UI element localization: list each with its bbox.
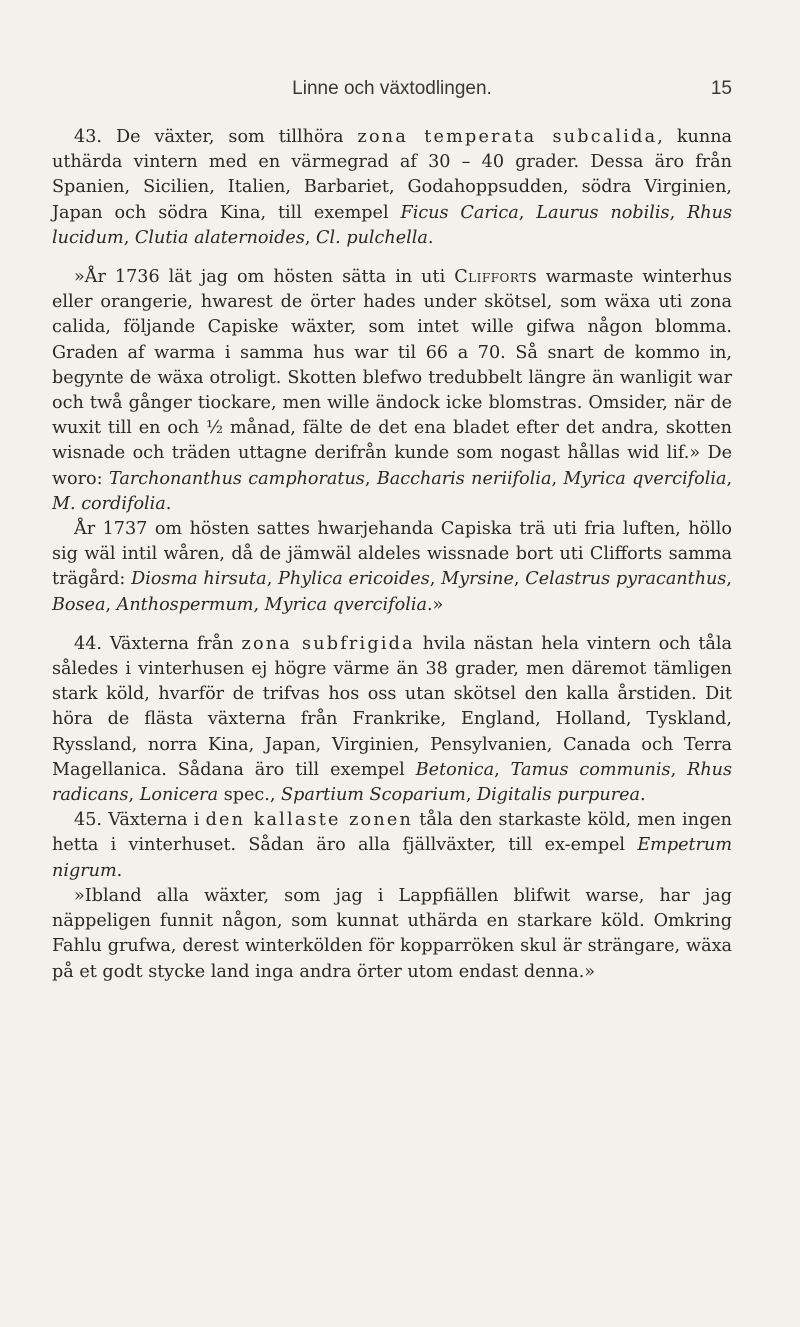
species-name: Baccharis neriifolia — [376, 468, 552, 489]
species-name: Myrsine — [441, 569, 514, 590]
zone-name: zona subfrigida — [241, 633, 415, 654]
species-name: Spartium Scoparium — [281, 785, 466, 806]
quote-1736: »År 1736 lät jag om hösten sätta in uti Clifforts warmaste winterhus eller orangerie, hwarest de örter hades under skötsel, som wäxa uti zona calida, följande Capiske wäxter, som intet wille gifwa någon blomma. Graden af warma i samma hus war til 66 a 70. Så snart de kommo in, begynte de wäxa otroligt. Skotten blefwo tredubbelt längre än wanligit war och twå gånger tiockare, men wille ändock icke blomstras. Omsider, när de wuxit till en och ½ månad, fälte de det ena bladet efter det andra, skotten wisnade och träden uttagne derifrån kunde som nogast hållas wid lif.» De woro: Tarchonanthus camphoratus, Baccharis neriifolia, Myrica qvercifolia, M. cordifolia. — [52, 267, 733, 514]
species-name: Anthospermum — [116, 594, 254, 615]
species-name: Myrica qvercifolia — [563, 468, 727, 489]
species-name: Celastrus pyracanthus — [525, 569, 727, 590]
species-name: Rhus lucidum — [52, 202, 733, 248]
species-name: Empetrum nigrum — [52, 835, 733, 881]
paragraph-number: 43. — [74, 127, 102, 147]
paragraph-number: 44. — [74, 633, 102, 654]
species-name: Clutia alaternoides — [134, 227, 305, 248]
zone-name: zona temperata subcalida — [357, 127, 658, 147]
paragraph-44: 44. Växterna från zona subfrigida hvila nästan hela vintern och tåla således i vinterhusen ej högre värme än 38 grader, men däremot tämligen stark köld, hvarför de trifvas hos oss utan skötsel den kalla årstiden. Dit höra de flästa växterna från Frankrike, England, Holland, Tyskland, Ryssland, norra Kina, Japan, Virginien, Pensylvanien, Canada och Terra Magellanica. Sådana äro till exempel Betonica, Tamus communis, Rhus radicans, Lonicera spec., Spartium Scoparium, Digitalis purpurea. — [52, 633, 733, 806]
running-title: Linne och växtodlingen. — [292, 78, 492, 99]
species-name: Tamus communis — [510, 759, 671, 780]
species-name: Digitalis purpurea — [477, 785, 641, 806]
quote-lappland: »Ibland alla wäxter, som jag i Lappfiällen blifwit warse, har jag näppeligen funnit någon, som kunnat uthärda en starkare köld. Omkring Fahlu grufwa, derest winterkölden för kopparröken skul är strängare, wäxa på et godt stycke land inga andra örter utom endast denna.» — [52, 885, 732, 982]
page-number: 15 — [710, 78, 732, 99]
species-name: Bosea — [52, 594, 106, 615]
species-name: Ficus Carica — [400, 202, 519, 223]
species-name: Phylica ericoides — [278, 569, 430, 590]
species-name: Myrica qvercifolia — [264, 594, 427, 615]
paragraph-45: 45. Växterna i den kallaste zonen tåla den starkaste köld, men ingen hetta i vinterhuset. Sådan äro alla fjällväxter, till ex-empel Empetrum nigrum. — [52, 810, 733, 881]
species-name: Tarchonanthus camphoratus — [108, 468, 365, 489]
species-name: Lonicera — [139, 785, 219, 806]
species-name: Laurus nobilis — [536, 202, 670, 223]
zone-name: den kallaste zonen — [205, 810, 414, 831]
paragraph-number: 45. — [74, 810, 102, 831]
species-name: Betonica — [415, 759, 495, 780]
paragraph-43: 43. De växter, som tillhöra zona temperata subcalida, kunna uthärda vintern med en värmegrad af 30 – 40 grader. Dessa äro från Spanien, Sicilien, Italien, Barbariet, Godahoppsudden, södra Virginien, Japan och södra Kina, till exempel Ficus Carica, Laurus nobilis, Rhus lucidum, Clutia alaternoides, Cl. pulchella. — [52, 127, 733, 248]
fraction: ½ — [206, 418, 224, 439]
person-name: Cliffort — [454, 267, 528, 288]
running-header — [52, 78, 732, 104]
species-name: Diosma hirsuta — [131, 569, 267, 590]
page-body — [52, 125, 732, 985]
quote-1737: År 1737 om hösten sattes hwarjehanda Capiska trä uti fria luften, höllo sig wäl intil wåren, då de jämwäl aldeles wissnade bort uti Clifforts samma trägård: Diosma hirsuta, Phylica ericoides, Myrsine, Celastrus pyracanthus, Bosea, Anthospermum, Myrica qvercifolia.» — [52, 519, 732, 615]
species-name: M. cordifolia — [52, 493, 166, 514]
species-name: Cl. pulchella — [316, 227, 428, 248]
species-name: Rhus radicans — [52, 759, 733, 806]
